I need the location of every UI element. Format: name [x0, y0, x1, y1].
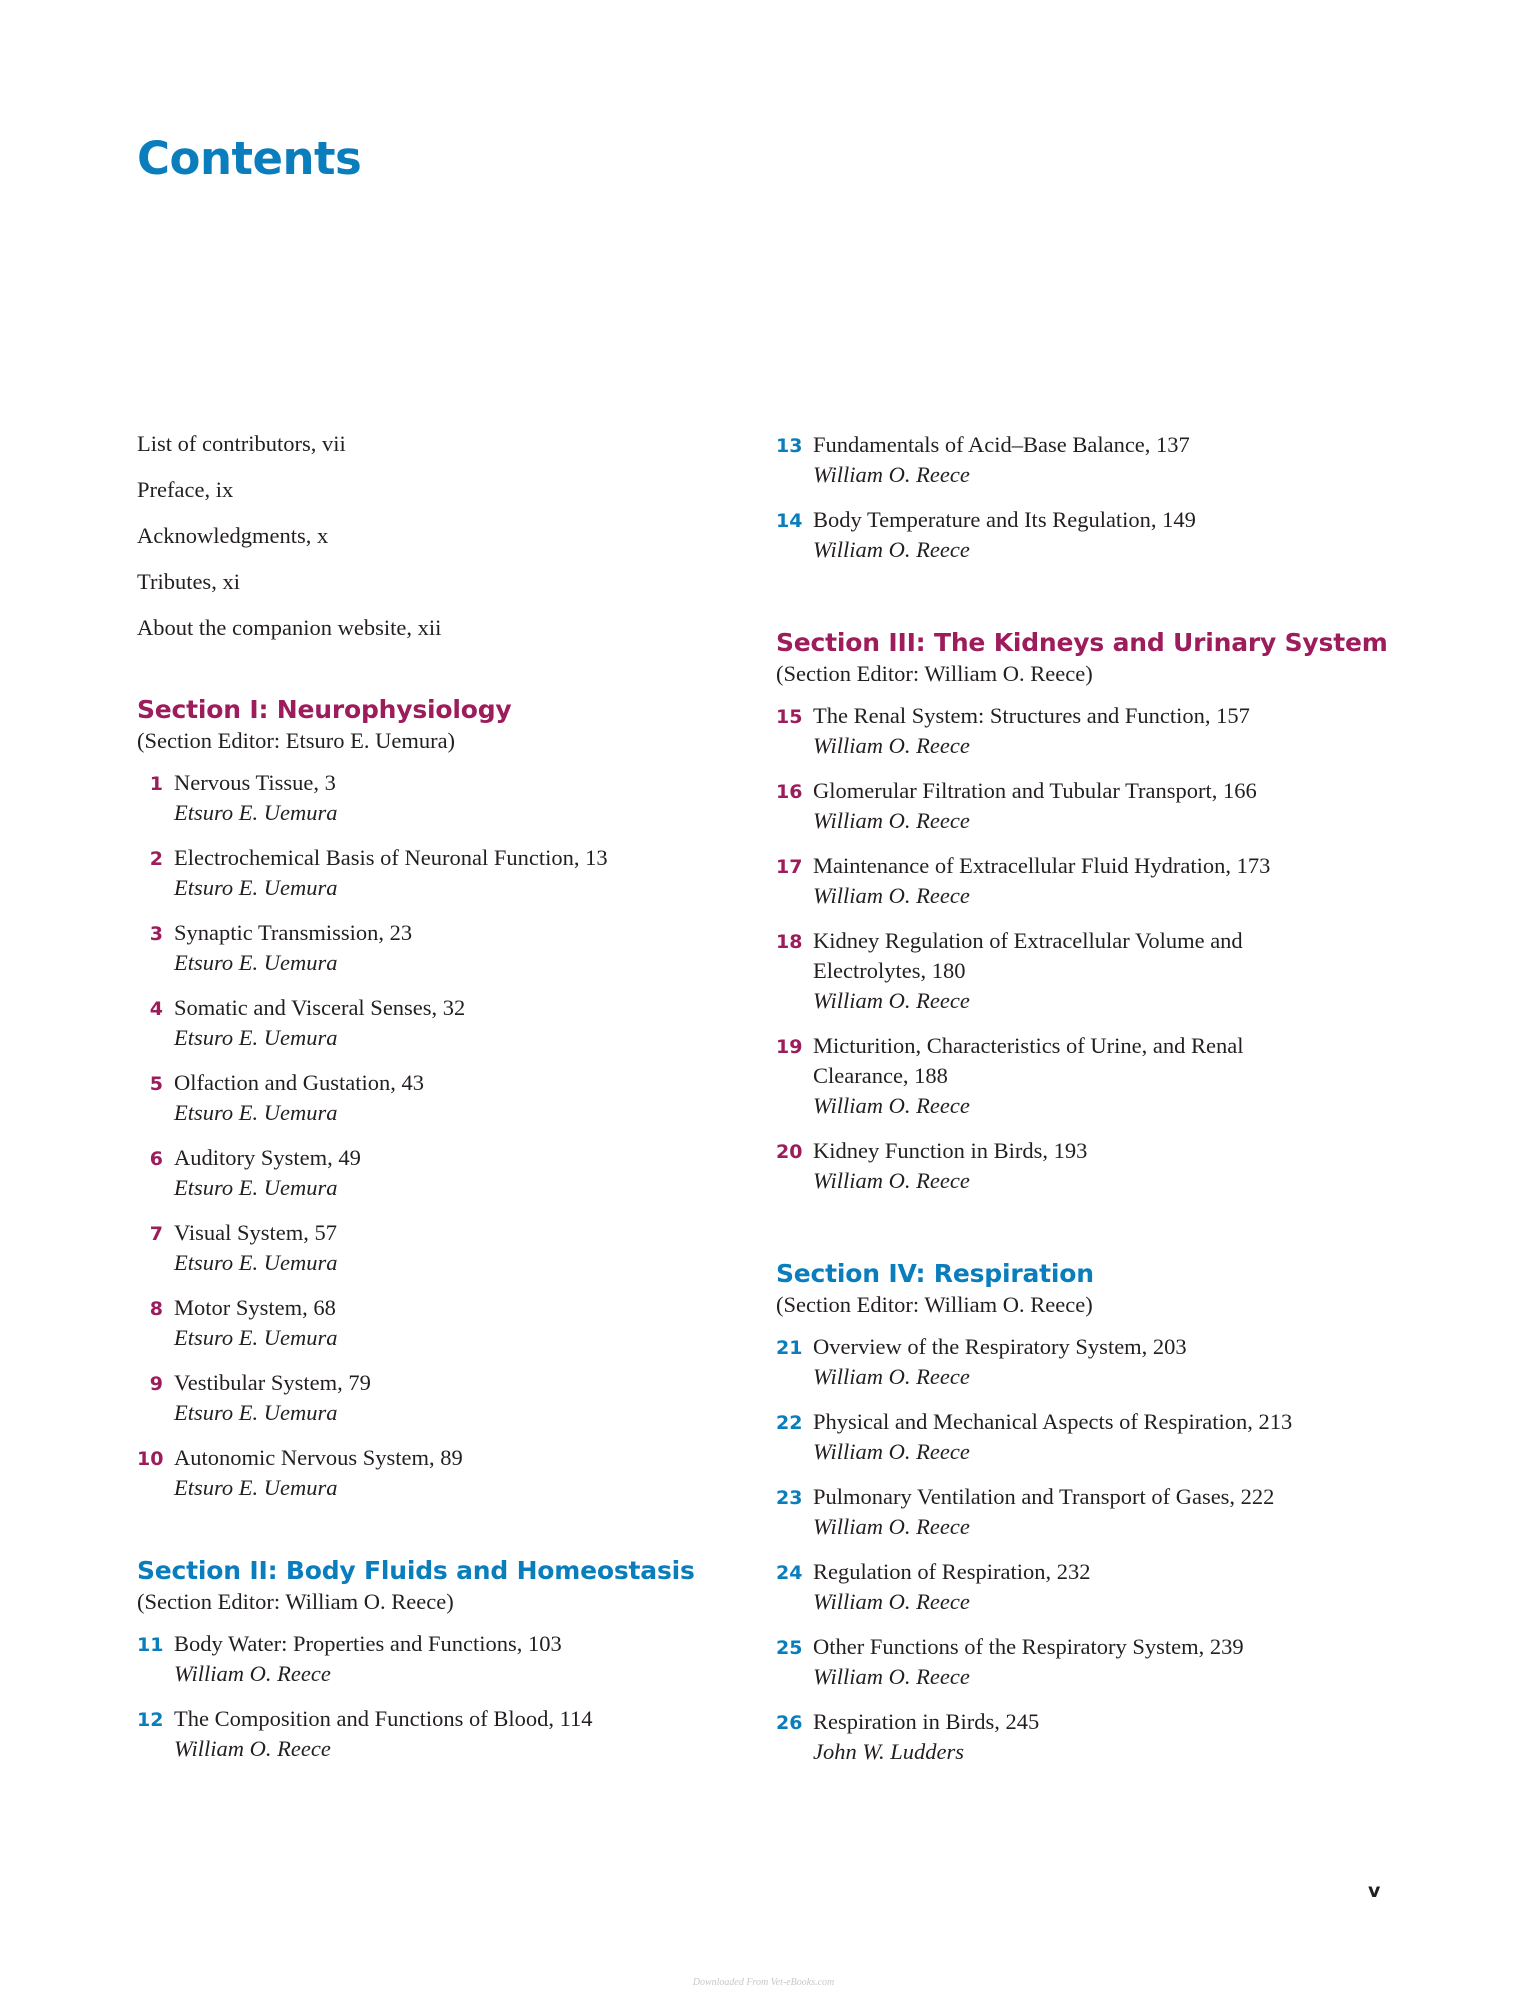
chapter-number: 16 [776, 781, 803, 803]
page-number: v [1368, 1880, 1381, 1902]
chapter-title[interactable]: The Composition and Functions of Blood, 114 [174, 1706, 593, 1731]
chapter-author: Etsuro E. Uemura [174, 1025, 338, 1050]
chapter-author: William O. Reece [813, 1168, 970, 1193]
chapter-author: William O. Reece [174, 1736, 331, 1761]
footer-watermark: Downloaded From Vet-eBooks.com [692, 1977, 835, 1988]
chapter-author: Etsuro E. Uemura [174, 1250, 338, 1275]
front-matter-item[interactable]: Acknowledgments, x [137, 523, 329, 548]
chapter-title[interactable]: Autonomic Nervous System, 89 [174, 1445, 463, 1470]
chapter-entry[interactable] [776, 1632, 1396, 1692]
chapter-number: 6 [149, 1148, 163, 1170]
chapter-title[interactable]: Micturition, Characteristics of Urine, and Renal Clearance, 188 [813, 1033, 1244, 1088]
chapter-entry[interactable] [137, 918, 737, 978]
chapter-author: William O. Reece [813, 883, 970, 908]
chapter-author: William O. Reece [813, 1514, 970, 1539]
chapter-entry[interactable] [776, 1031, 1396, 1121]
chapter-title[interactable]: Fundamentals of Acid–Base Balance, 137 [813, 432, 1190, 457]
chapter-entry[interactable] [776, 505, 1396, 565]
section-neurophysiology [137, 694, 737, 1503]
chapter-title[interactable]: Pulmonary Ventilation and Transport of Gases, 222 [813, 1484, 1275, 1509]
front-matter [137, 430, 737, 642]
chapter-title[interactable]: Body Temperature and Its Regulation, 149 [813, 507, 1196, 532]
chapter-entry[interactable] [137, 843, 737, 903]
chapter-number: 8 [149, 1298, 163, 1320]
chapter-author: John W. Ludders [813, 1739, 965, 1764]
chapter-author: Etsuro E. Uemura [174, 1175, 338, 1200]
chapter-title[interactable]: Nervous Tissue, 3 [174, 770, 336, 795]
chapter-title[interactable]: Overview of the Respiratory System, 203 [813, 1334, 1187, 1359]
front-matter-item[interactable]: List of contributors, vii [137, 431, 346, 456]
chapter-author: William O. Reece [813, 462, 970, 487]
chapter-number: 20 [776, 1141, 803, 1163]
chapter-entry[interactable] [776, 430, 1396, 490]
chapter-author: William O. Reece [813, 1093, 970, 1118]
chapter-entry[interactable] [137, 1218, 737, 1278]
chapter-entry[interactable] [776, 701, 1396, 761]
chapter-number: 26 [776, 1712, 803, 1734]
chapter-number: 23 [776, 1487, 803, 1509]
chapter-author: Etsuro E. Uemura [174, 800, 338, 825]
section-title[interactable]: Section III: The Kidneys and Urinary System [776, 628, 1388, 657]
chapter-entry[interactable] [137, 1704, 737, 1764]
chapter-title[interactable]: Glomerular Filtration and Tubular Transport, 166 [813, 778, 1257, 803]
front-matter-item[interactable]: Preface, ix [137, 477, 234, 502]
chapter-entry[interactable] [137, 1368, 737, 1428]
chapter-author: Etsuro E. Uemura [174, 875, 338, 900]
section-editor: (Section Editor: Etsuro E. Uemura) [137, 728, 456, 753]
chapter-number: 24 [776, 1562, 803, 1584]
chapter-entry[interactable] [776, 1707, 1396, 1767]
chapter-title[interactable]: Auditory System, 49 [174, 1145, 361, 1170]
chapter-number: 15 [776, 706, 803, 728]
chapter-author: William O. Reece [813, 537, 970, 562]
chapter-title[interactable]: Respiration in Birds, 245 [813, 1709, 1040, 1734]
chapter-entry[interactable] [137, 993, 737, 1053]
chapter-title[interactable]: Regulation of Respiration, 232 [813, 1559, 1091, 1584]
chapter-title[interactable]: Kidney Function in Birds, 193 [813, 1138, 1088, 1163]
chapter-author: William O. Reece [813, 988, 970, 1013]
chapter-title[interactable]: Visual System, 57 [174, 1220, 338, 1245]
section-title[interactable]: Section IV: Respiration [776, 1259, 1094, 1288]
chapter-entry[interactable] [776, 1407, 1396, 1467]
chapter-author: William O. Reece [813, 733, 970, 758]
front-matter-item[interactable]: Tributes, xi [137, 569, 240, 594]
chapter-title[interactable]: Maintenance of Extracellular Fluid Hydration, 173 [813, 853, 1271, 878]
chapter-entry[interactable] [776, 1136, 1396, 1196]
section-title[interactable]: Section I: Neurophysiology [137, 695, 512, 724]
chapter-entry[interactable] [776, 1482, 1396, 1542]
chapter-number: 4 [149, 998, 163, 1020]
chapter-author: Etsuro E. Uemura [174, 1475, 338, 1500]
chapter-entry[interactable] [776, 926, 1396, 1016]
chapter-entry[interactable] [137, 1068, 737, 1128]
chapter-number: 3 [149, 923, 163, 945]
chapter-title[interactable]: Body Water: Properties and Functions, 103 [174, 1631, 562, 1656]
section-body-fluids [137, 1555, 737, 1764]
chapter-title[interactable]: Motor System, 68 [174, 1295, 336, 1320]
chapter-number: 11 [137, 1634, 164, 1656]
chapter-number: 13 [776, 435, 803, 457]
chapter-author: Etsuro E. Uemura [174, 950, 338, 975]
chapter-author: William O. Reece [813, 808, 970, 833]
chapter-title[interactable]: Synaptic Transmission, 23 [174, 920, 413, 945]
chapter-number: 1 [149, 773, 163, 795]
toc-left-column [137, 430, 737, 1779]
chapter-number: 18 [776, 931, 803, 953]
chapter-entry[interactable] [776, 1557, 1396, 1617]
chapter-title[interactable]: Other Functions of the Respiratory System, 239 [813, 1634, 1244, 1659]
section-editor: (Section Editor: William O. Reece) [137, 1589, 454, 1614]
chapter-author: William O. Reece [813, 1589, 970, 1614]
chapter-author: William O. Reece [813, 1364, 970, 1389]
section-editor: (Section Editor: William O. Reece) [776, 1292, 1093, 1317]
chapter-entry[interactable] [137, 1629, 737, 1689]
chapter-number: 10 [137, 1448, 164, 1470]
chapter-entry[interactable] [137, 1443, 737, 1503]
chapter-entry[interactable] [776, 1332, 1396, 1392]
chapter-title[interactable]: Electrochemical Basis of Neuronal Function, 13 [174, 845, 608, 870]
chapter-title[interactable]: Physical and Mechanical Aspects of Respiration, 213 [813, 1409, 1293, 1434]
chapter-author: William O. Reece [174, 1661, 331, 1686]
chapter-author: William O. Reece [813, 1439, 970, 1464]
chapter-title[interactable]: Kidney Regulation of Extracellular Volume and Electrolytes, 180 [813, 928, 1243, 983]
toc-right-column [776, 430, 1396, 1782]
chapter-author: Etsuro E. Uemura [174, 1400, 338, 1425]
chapter-author: Etsuro E. Uemura [174, 1325, 338, 1350]
chapter-number: 2 [149, 848, 163, 870]
chapter-entry[interactable] [776, 851, 1396, 911]
chapter-title[interactable]: Olfaction and Gustation, 43 [174, 1070, 424, 1095]
chapter-author: Etsuro E. Uemura [174, 1100, 338, 1125]
chapter-number: 5 [149, 1073, 163, 1095]
chapter-title[interactable]: Somatic and Visceral Senses, 32 [174, 995, 466, 1020]
front-matter-item[interactable]: About the companion website, xii [137, 615, 442, 640]
chapter-number: 12 [137, 1709, 164, 1731]
chapter-title[interactable]: The Renal System: Structures and Function, 157 [813, 703, 1250, 728]
section-body-fluids-continued [776, 430, 1396, 565]
chapter-author: William O. Reece [813, 1664, 970, 1689]
chapter-number: 9 [149, 1373, 163, 1395]
chapter-number: 19 [776, 1036, 803, 1058]
section-kidneys [776, 627, 1396, 1196]
chapter-number: 22 [776, 1412, 803, 1434]
section-respiration [776, 1258, 1396, 1767]
chapter-number: 14 [776, 510, 803, 532]
chapter-number: 7 [149, 1223, 163, 1245]
chapter-entry[interactable] [137, 1293, 737, 1353]
chapter-title[interactable]: Vestibular System, 79 [174, 1370, 371, 1395]
chapter-entry[interactable] [137, 1143, 737, 1203]
chapter-number: 25 [776, 1637, 803, 1659]
chapter-entry[interactable] [776, 776, 1396, 836]
chapter-entry[interactable] [137, 768, 737, 828]
page-title: Contents [137, 132, 362, 185]
chapter-number: 17 [776, 856, 803, 878]
section-editor: (Section Editor: William O. Reece) [776, 661, 1093, 686]
chapter-number: 21 [776, 1337, 803, 1359]
section-title[interactable]: Section II: Body Fluids and Homeostasis [137, 1556, 695, 1585]
